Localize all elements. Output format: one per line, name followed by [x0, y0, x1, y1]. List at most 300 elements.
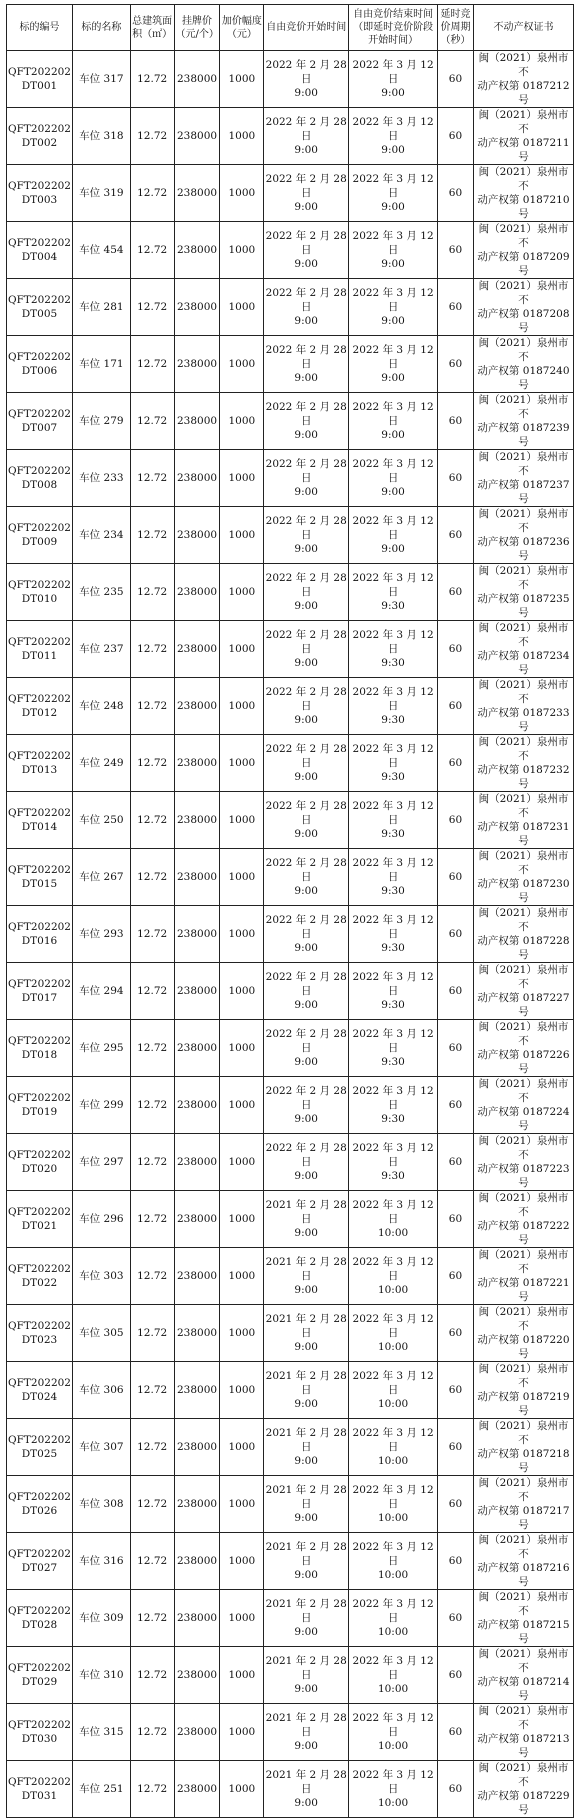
end-time-cell-text: 2022 年 3 月 12 日: [352, 230, 434, 256]
end-time-cell: [349, 450, 438, 507]
lot-no-cell-text: QFT202202: [8, 1035, 71, 1047]
increment-cell-text: 1000: [228, 586, 256, 598]
certificate-cell-text: 闽（2021）泉州市不: [478, 964, 569, 990]
certificate-cell: [473, 1419, 573, 1476]
lot-name-cell: [72, 906, 130, 963]
lot-no-cell-text: DT013: [21, 764, 58, 776]
end-time-cell-text: 10:00: [377, 1341, 409, 1353]
table-row: [7, 222, 574, 279]
start-time-cell-text: 9:00: [294, 543, 318, 555]
lot-no-cell-text: QFT202202: [8, 465, 71, 477]
delay-cell: [438, 279, 474, 336]
area-cell-text: 12.72: [137, 1213, 168, 1225]
delay-cell-text: 60: [448, 301, 463, 313]
lot-no-cell-text: QFT202202: [8, 408, 71, 420]
price-cell-text: 238000: [176, 586, 218, 598]
end-time-cell: [349, 393, 438, 450]
price-cell: [174, 906, 220, 963]
table-row: [7, 1020, 574, 1077]
lot-no-cell: [7, 564, 73, 621]
start-time-cell: [264, 1476, 349, 1533]
lot-name-cell: [72, 621, 130, 678]
area-cell-text: 12.72: [137, 415, 168, 427]
end-time-cell: [349, 564, 438, 621]
certificate-cell-text: 动产权第 0187232 号: [477, 764, 570, 790]
increment-cell-text: 1000: [228, 187, 256, 199]
end-time-cell: [349, 336, 438, 393]
lot-name-cell-text: 车位 267: [79, 871, 124, 883]
price-cell: [174, 1362, 220, 1419]
delay-cell: [438, 393, 474, 450]
increment-cell: [220, 336, 264, 393]
area-cell: [130, 1647, 174, 1704]
certificate-cell-text: 动产权第 0187239 号: [477, 422, 570, 448]
price-cell-text: 238000: [176, 529, 218, 541]
increment-cell-text: 1000: [228, 814, 256, 826]
increment-cell-text: 1000: [228, 529, 256, 541]
table-header-row: [7, 5, 574, 51]
end-time-cell: [349, 963, 438, 1020]
lot-name-cell-text: 车位 316: [79, 1555, 124, 1567]
end-time-cell: [349, 165, 438, 222]
price-cell: [174, 963, 220, 1020]
lot-no-cell-text: QFT202202: [8, 921, 71, 933]
lot-name-cell: [72, 336, 130, 393]
start-time-cell-text: 2022 年 2 月 28 日: [265, 59, 347, 85]
lot-name-cell-text: 车位 296: [79, 1213, 124, 1225]
lot-no-cell-text: QFT202202: [8, 1377, 71, 1389]
price-cell: [174, 108, 220, 165]
delay-cell: [438, 336, 474, 393]
table-row: [7, 279, 574, 336]
increment-cell: [220, 165, 264, 222]
start-time-cell-text: 9:00: [294, 942, 318, 954]
lot-name-cell-text: 车位 294: [79, 985, 124, 997]
end-time-cell-text: 9:30: [381, 771, 405, 783]
lot-name-cell: [72, 507, 130, 564]
start-time-cell: [264, 1590, 349, 1647]
increment-cell: [220, 963, 264, 1020]
increment-cell-text: 1000: [228, 1099, 256, 1111]
certificate-cell-text: 闽（2021）泉州市不: [478, 1021, 569, 1047]
start-time-cell-text: 2021 年 2 月 28 日: [265, 1199, 347, 1225]
increment-cell: [220, 735, 264, 792]
start-time-cell-text: 9:00: [294, 1740, 318, 1752]
delay-cell: [438, 1704, 474, 1761]
certificate-cell-text: 闽（2021）泉州市不: [478, 850, 569, 876]
price-cell: [174, 279, 220, 336]
delay-cell-text: 60: [448, 586, 463, 598]
certificate-cell: [473, 279, 573, 336]
start-time-cell: [264, 1020, 349, 1077]
delay-cell-text: 60: [448, 928, 463, 940]
certificate-cell-text: 闽（2021）泉州市不: [478, 1477, 569, 1503]
end-time-cell: [349, 1362, 438, 1419]
lot-name-cell: [72, 1419, 130, 1476]
increment-cell-text: 1000: [228, 1669, 256, 1681]
end-time-cell-text: 2022 年 3 月 12 日: [352, 629, 434, 655]
lot-name-cell: [72, 51, 130, 108]
price-cell: [174, 564, 220, 621]
lot-no-cell-text: QFT202202: [8, 1149, 71, 1161]
lot-no-cell-text: DT002: [21, 137, 58, 149]
lot-name-cell: [72, 1590, 130, 1647]
delay-cell: [438, 1191, 474, 1248]
table-row: [7, 849, 574, 906]
lot-no-cell-text: DT016: [21, 935, 58, 947]
lot-no-cell: [7, 1248, 73, 1305]
certificate-cell-text: 动产权第 0187210 号: [477, 194, 570, 220]
lot-name-cell: [72, 564, 130, 621]
lot-no-cell-text: DT024: [21, 1391, 58, 1403]
area-cell-text: 12.72: [137, 244, 168, 256]
end-time-cell: [349, 678, 438, 735]
delay-cell: [438, 1590, 474, 1647]
lot-name-cell: [72, 678, 130, 735]
lot-name-cell-text: 车位 318: [79, 130, 124, 142]
area-cell: [130, 1533, 174, 1590]
table-row: [7, 792, 574, 849]
start-time-cell: [264, 906, 349, 963]
area-cell: [130, 792, 174, 849]
area-cell: [130, 1362, 174, 1419]
table-row: [7, 1134, 574, 1191]
certificate-cell-text: 闽（2021）泉州市不: [478, 1135, 569, 1161]
certificate-cell-text: 动产权第 0187214 号: [477, 1676, 570, 1702]
area-cell: [130, 963, 174, 1020]
end-time-cell-text: 2022 年 3 月 12 日: [352, 116, 434, 142]
header-delay-period: 延时竞价周期（秒）: [438, 5, 474, 51]
lot-no-cell-text: QFT202202: [8, 351, 71, 363]
area-cell: [130, 108, 174, 165]
delay-cell: [438, 1248, 474, 1305]
certificate-cell-text: 动产权第 0187217 号: [477, 1505, 570, 1531]
delay-cell: [438, 1761, 474, 1818]
delay-cell-text: 60: [448, 1726, 463, 1738]
price-cell: [174, 222, 220, 279]
price-cell-text: 238000: [176, 130, 218, 142]
increment-cell: [220, 1704, 264, 1761]
end-time-cell-text: 2022 年 3 月 12 日: [352, 344, 434, 370]
lot-name-cell-text: 车位 317: [79, 73, 124, 85]
lot-no-cell-text: DT008: [21, 479, 58, 491]
lot-no-cell-text: DT004: [21, 251, 58, 263]
end-time-cell: [349, 735, 438, 792]
lot-name-cell-text: 车位 171: [79, 358, 124, 370]
end-time-cell-text: 10:00: [377, 1626, 409, 1638]
delay-cell-text: 60: [448, 358, 463, 370]
start-time-cell-text: 9:00: [294, 1341, 318, 1353]
start-time-cell-text: 9:00: [294, 1056, 318, 1068]
lot-name-cell: [72, 393, 130, 450]
certificate-cell-text: 闽（2021）泉州市不: [478, 1705, 569, 1731]
price-cell: [174, 1134, 220, 1191]
certificate-cell: [473, 849, 573, 906]
area-cell: [130, 279, 174, 336]
end-time-cell: [349, 1476, 438, 1533]
lot-no-cell-text: DT020: [21, 1163, 58, 1175]
lot-no-cell: [7, 1704, 73, 1761]
delay-cell: [438, 621, 474, 678]
end-time-cell: [349, 507, 438, 564]
certificate-cell-text: 闽（2021）泉州市不: [478, 1591, 569, 1617]
lot-no-cell-text: QFT202202: [8, 1719, 71, 1731]
delay-cell: [438, 450, 474, 507]
start-time-cell-text: 9:00: [294, 87, 318, 99]
delay-cell-text: 60: [448, 415, 463, 427]
lot-no-cell: [7, 1533, 73, 1590]
header-start-time: 自由竞价开始时间: [264, 5, 349, 51]
certificate-cell-text: 动产权第 0187224 号: [477, 1106, 570, 1132]
lot-name-cell-text: 车位 454: [79, 244, 124, 256]
start-time-cell-text: 2022 年 2 月 28 日: [265, 401, 347, 427]
lot-no-cell-text: QFT202202: [8, 1434, 71, 1446]
certificate-cell-text: 闽（2021）泉州市不: [478, 166, 569, 192]
lot-no-cell-text: DT018: [21, 1049, 58, 1061]
certificate-cell-text: 闽（2021）泉州市不: [478, 337, 569, 363]
start-time-cell-text: 2022 年 2 月 28 日: [265, 1085, 347, 1111]
lot-no-cell: [7, 1077, 73, 1134]
certificate-cell-text: 动产权第 0187223 号: [477, 1163, 570, 1189]
table-row: [7, 108, 574, 165]
lot-name-cell: [72, 165, 130, 222]
price-cell: [174, 849, 220, 906]
start-time-cell-text: 9:00: [294, 1284, 318, 1296]
lot-no-cell-text: DT009: [21, 536, 58, 548]
end-time-cell-text: 10:00: [377, 1740, 409, 1752]
lot-name-cell-text: 车位 237: [79, 643, 124, 655]
lot-no-cell-text: QFT202202: [8, 750, 71, 762]
start-time-cell: [264, 450, 349, 507]
certificate-cell: [473, 1020, 573, 1077]
lot-no-cell: [7, 849, 73, 906]
lot-no-cell-text: DT017: [21, 992, 58, 1004]
lot-no-cell-text: DT031: [21, 1790, 58, 1802]
lot-no-cell: [7, 963, 73, 1020]
delay-cell-text: 60: [448, 1042, 463, 1054]
certificate-cell-text: 闽（2021）泉州市不: [478, 1249, 569, 1275]
start-time-cell: [264, 108, 349, 165]
increment-cell: [220, 51, 264, 108]
increment-cell-text: 1000: [228, 1213, 256, 1225]
document-page: [6, 4, 574, 1818]
start-time-cell-text: 2022 年 2 月 28 日: [265, 344, 347, 370]
area-cell: [130, 393, 174, 450]
table-row: [7, 51, 574, 108]
delay-cell: [438, 1020, 474, 1077]
certificate-cell-text: 闽（2021）泉州市不: [478, 1306, 569, 1332]
end-time-cell-text: 10:00: [377, 1683, 409, 1695]
area-cell: [130, 507, 174, 564]
increment-cell: [220, 906, 264, 963]
area-cell-text: 12.72: [137, 1099, 168, 1111]
end-time-cell-text: 2022 年 3 月 12 日: [352, 1484, 434, 1510]
start-time-cell-text: 9:00: [294, 1512, 318, 1524]
delay-cell-text: 60: [448, 1327, 463, 1339]
price-cell-text: 238000: [176, 1783, 218, 1795]
increment-cell: [220, 1305, 264, 1362]
certificate-cell-text: 闽（2021）泉州市不: [478, 1534, 569, 1560]
start-time-cell: [264, 1761, 349, 1818]
delay-cell-text: 60: [448, 1612, 463, 1624]
table-row: [7, 906, 574, 963]
lot-no-cell-text: DT029: [21, 1676, 58, 1688]
start-time-cell: [264, 393, 349, 450]
lot-name-cell: [72, 1647, 130, 1704]
lot-no-cell: [7, 792, 73, 849]
increment-cell: [220, 1647, 264, 1704]
price-cell: [174, 1590, 220, 1647]
certificate-cell-text: 闽（2021）泉州市不: [478, 508, 569, 534]
end-time-cell: [349, 1020, 438, 1077]
price-cell-text: 238000: [176, 814, 218, 826]
lot-name-cell-text: 车位 251: [79, 1783, 124, 1795]
table-row: [7, 165, 574, 222]
certificate-cell-text: 动产权第 0187236 号: [477, 536, 570, 562]
start-time-cell-text: 2021 年 2 月 28 日: [265, 1484, 347, 1510]
area-cell: [130, 1419, 174, 1476]
lot-name-cell-text: 车位 249: [79, 757, 124, 769]
end-time-cell-text: 9:30: [381, 600, 405, 612]
end-time-cell-text: 2022 年 3 月 12 日: [352, 1769, 434, 1795]
lot-no-cell-text: DT012: [21, 707, 58, 719]
delay-cell: [438, 1134, 474, 1191]
end-time-cell: [349, 1134, 438, 1191]
price-cell: [174, 336, 220, 393]
start-time-cell-text: 2022 年 2 月 28 日: [265, 800, 347, 826]
lot-no-cell-text: QFT202202: [8, 579, 71, 591]
certificate-cell: [473, 1476, 573, 1533]
end-time-cell-text: 9:30: [381, 714, 405, 726]
lot-no-cell-text: QFT202202: [8, 1776, 71, 1788]
table-row: [7, 1248, 574, 1305]
end-time-cell-text: 2022 年 3 月 12 日: [352, 1142, 434, 1168]
delay-cell: [438, 906, 474, 963]
certificate-cell: [473, 1248, 573, 1305]
auction-lot-table: [6, 4, 574, 1818]
lot-no-cell-text: QFT202202: [8, 1491, 71, 1503]
lot-name-cell-text: 车位 279: [79, 415, 124, 427]
area-cell-text: 12.72: [137, 814, 168, 826]
increment-cell-text: 1000: [228, 1783, 256, 1795]
certificate-cell: [473, 222, 573, 279]
lot-name-cell: [72, 1362, 130, 1419]
price-cell-text: 238000: [176, 928, 218, 940]
start-time-cell-text: 9:00: [294, 1626, 318, 1638]
lot-no-cell-text: DT025: [21, 1448, 58, 1460]
end-time-cell-text: 9:00: [381, 258, 405, 270]
certificate-cell-text: 动产权第 0187231 号: [477, 821, 570, 847]
certificate-cell-text: 动产权第 0187212 号: [477, 80, 570, 106]
lot-no-cell-text: QFT202202: [8, 636, 71, 648]
table-row: [7, 1590, 574, 1647]
lot-name-cell: [72, 108, 130, 165]
certificate-cell-text: 闽（2021）泉州市不: [478, 1420, 569, 1446]
certificate-cell: [473, 735, 573, 792]
area-cell-text: 12.72: [137, 928, 168, 940]
lot-no-cell-text: DT026: [21, 1505, 58, 1517]
lot-name-cell-text: 车位 310: [79, 1669, 124, 1681]
price-cell: [174, 1020, 220, 1077]
price-cell-text: 238000: [176, 1555, 218, 1567]
lot-name-cell: [72, 1134, 130, 1191]
start-time-cell: [264, 792, 349, 849]
lot-name-cell: [72, 1248, 130, 1305]
certificate-cell-text: 闽（2021）泉州市不: [478, 280, 569, 306]
certificate-cell-text: 闽（2021）泉州市不: [478, 907, 569, 933]
lot-name-cell-text: 车位 295: [79, 1042, 124, 1054]
lot-no-cell-text: QFT202202: [8, 1206, 71, 1218]
lot-no-cell-text: QFT202202: [8, 294, 71, 306]
increment-cell-text: 1000: [228, 73, 256, 85]
lot-name-cell-text: 车位 250: [79, 814, 124, 826]
lot-no-cell-text: DT023: [21, 1334, 58, 1346]
increment-cell: [220, 279, 264, 336]
start-time-cell-text: 2022 年 2 月 28 日: [265, 458, 347, 484]
delay-cell-text: 60: [448, 814, 463, 826]
delay-cell-text: 60: [448, 1441, 463, 1453]
increment-cell-text: 1000: [228, 985, 256, 997]
area-cell: [130, 906, 174, 963]
start-time-cell-text: 2021 年 2 月 28 日: [265, 1370, 347, 1396]
lot-no-cell: [7, 1305, 73, 1362]
start-time-cell-text: 9:00: [294, 657, 318, 669]
delay-cell-text: 60: [448, 187, 463, 199]
increment-cell: [220, 1362, 264, 1419]
area-cell: [130, 1761, 174, 1818]
area-cell: [130, 222, 174, 279]
lot-no-cell: [7, 279, 73, 336]
delay-cell-text: 60: [448, 757, 463, 769]
price-cell-text: 238000: [176, 1384, 218, 1396]
end-time-cell: [349, 1590, 438, 1647]
increment-cell-text: 1000: [228, 1726, 256, 1738]
lot-no-cell-text: QFT202202: [8, 180, 71, 192]
price-cell-text: 238000: [176, 1213, 218, 1225]
end-time-cell-text: 2022 年 3 月 12 日: [352, 515, 434, 541]
table-row: [7, 1704, 574, 1761]
price-cell: [174, 1761, 220, 1818]
lot-name-cell-text: 车位 297: [79, 1156, 124, 1168]
start-time-cell-text: 9:00: [294, 372, 318, 384]
start-time-cell-text: 2022 年 2 月 28 日: [265, 230, 347, 256]
increment-cell: [220, 1077, 264, 1134]
end-time-cell-text: 10:00: [377, 1227, 409, 1239]
delay-cell: [438, 735, 474, 792]
end-time-cell-text: 9:00: [381, 543, 405, 555]
delay-cell-text: 60: [448, 73, 463, 85]
delay-cell-text: 60: [448, 1099, 463, 1111]
price-cell-text: 238000: [176, 1726, 218, 1738]
lot-name-cell: [72, 1020, 130, 1077]
delay-cell-text: 60: [448, 1270, 463, 1282]
certificate-cell-text: 动产权第 0187229 号: [477, 1790, 570, 1816]
start-time-cell-text: 9:00: [294, 144, 318, 156]
delay-cell-text: 60: [448, 1156, 463, 1168]
lot-name-cell-text: 车位 303: [79, 1270, 124, 1282]
end-time-cell-text: 2022 年 3 月 12 日: [352, 1028, 434, 1054]
certificate-cell: [473, 393, 573, 450]
lot-no-cell: [7, 1362, 73, 1419]
price-cell-text: 238000: [176, 1156, 218, 1168]
table-row: [7, 1476, 574, 1533]
delay-cell: [438, 165, 474, 222]
area-cell-text: 12.72: [137, 643, 168, 655]
start-time-cell-text: 2022 年 2 月 28 日: [265, 686, 347, 712]
lot-name-cell: [72, 1191, 130, 1248]
certificate-cell-text: 闽（2021）泉州市不: [478, 1648, 569, 1674]
certificate-cell: [473, 678, 573, 735]
